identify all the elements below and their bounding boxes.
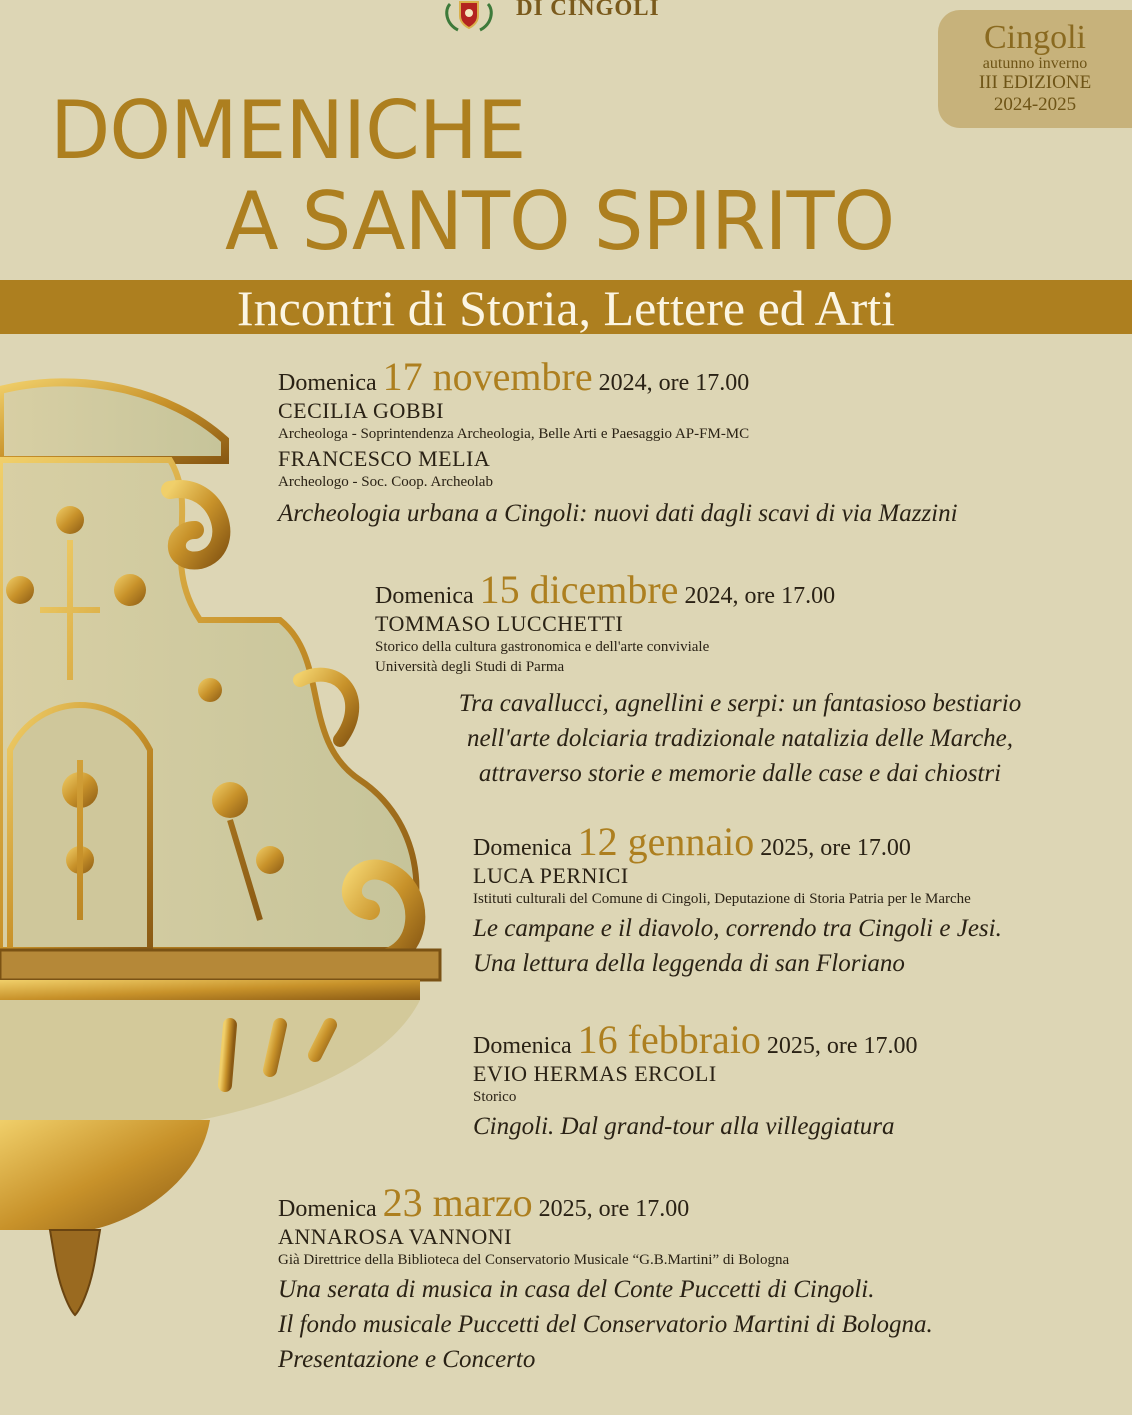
event-1 xyxy=(278,354,958,531)
talk-title-line: Presentazione e Concerto xyxy=(278,1346,536,1373)
speaker-affiliation: Archeologo - Soc. Coop. Archeolab xyxy=(278,474,493,490)
talk-title: Archeologia urbana a Cingoli: nuovi dati dagli scavi di via Mazzini xyxy=(278,500,958,527)
event-3 xyxy=(473,819,1002,981)
speaker-name: ANNAROSA VANNONI xyxy=(278,1224,512,1249)
event-dateline xyxy=(375,567,836,612)
speaker-affiliation: Archeologa - Soprintendenza Archeologia, Belle Arti e Paesaggio AP-FM-MC xyxy=(278,426,750,442)
speaker-affiliation: Storico della cultura gastronomica e dell'arte conviviale xyxy=(375,639,710,655)
speaker-affiliation: Storico xyxy=(473,1089,517,1105)
event-date: 16 febbraio xyxy=(577,1017,761,1062)
event-time: 2025, ore 17.00 xyxy=(766,1033,918,1059)
speaker-name: EVIO HERMAS ERCOLI xyxy=(473,1061,717,1086)
page-title-line-1: DOMENICHE xyxy=(50,84,526,177)
event-day: Domenica xyxy=(278,370,377,396)
event-dateline xyxy=(278,1180,933,1225)
speaker-name: FRANCESCO MELIA xyxy=(278,446,491,471)
badge-season: autunno inverno xyxy=(982,55,1088,72)
crest-icon xyxy=(440,0,498,32)
talk-title-line: Le campane e il diavolo, correndo tra Cingoli e Jesi. xyxy=(473,915,1002,942)
event-2 xyxy=(375,567,836,679)
badge-years: 2024-2025 xyxy=(993,94,1077,115)
event-date: 15 dicembre xyxy=(479,567,679,612)
event-day: Domenica xyxy=(473,835,572,861)
event-time: 2025, ore 17.00 xyxy=(760,835,911,861)
event-day: Domenica xyxy=(473,1033,572,1059)
speaker-affiliation: Già Direttrice della Biblioteca del Conservatorio Musicale “G.B.Martini” di Bologna xyxy=(278,1252,790,1268)
org-name: DI CINGOLI xyxy=(516,0,660,20)
event-time: 2024, ore 17.00 xyxy=(598,370,750,396)
speaker-name: CECILIA GOBBI xyxy=(278,398,444,423)
event-day: Domenica xyxy=(278,1196,377,1222)
event-4 xyxy=(473,1017,918,1144)
talk-title-line: Il fondo musicale Puccetti del Conservatorio Martini di Bologna. xyxy=(278,1311,933,1338)
header-logo xyxy=(440,0,660,32)
event-day: Domenica xyxy=(375,583,474,609)
event-time: 2025, ore 17.00 xyxy=(538,1196,690,1222)
edition-badge xyxy=(938,10,1132,128)
event-time: 2024, ore 17.00 xyxy=(684,583,836,609)
event-date: 17 novembre xyxy=(382,354,593,399)
talk-title-line: Una serata di musica in casa del Conte Puccetti di Cingoli. xyxy=(278,1276,875,1303)
event-5 xyxy=(278,1180,933,1377)
event-2-talk xyxy=(400,686,1080,791)
event-date: 23 marzo xyxy=(382,1180,533,1225)
page-title-line-2: A SANTO SPIRITO xyxy=(225,175,895,268)
talk-title: Cingoli. Dal grand-tour alla villeggiatura xyxy=(473,1113,895,1140)
event-dateline xyxy=(473,1017,918,1062)
speaker-affiliation: Università degli Studi di Parma xyxy=(375,659,565,675)
talk-title-line: Tra cavallucci, agnellini e serpi: un fantasioso bestiario xyxy=(458,690,1022,717)
talk-title-line: nell'arte dolciaria tradizionale natalizia delle Marche, xyxy=(466,725,1014,752)
talk-title-line: attraverso storie e memorie dalle case e dai chiostri xyxy=(478,760,1002,787)
talk-title-line: Una lettura della leggenda di san Floriano xyxy=(473,950,905,977)
event-date: 12 gennaio xyxy=(577,819,755,864)
speaker-affiliation: Istituti culturali del Comune di Cingoli, Deputazione di Storia Patria per le Marche xyxy=(473,891,971,907)
subtitle: Incontri di Storia, Lettere ed Arti xyxy=(236,280,896,336)
speaker-name: TOMMASO LUCCHETTI xyxy=(375,611,624,636)
event-dateline xyxy=(473,819,1002,864)
event-dateline xyxy=(278,354,958,399)
speaker-name: LUCA PERNICI xyxy=(473,863,629,888)
badge-edition: III EDIZIONE xyxy=(978,72,1092,93)
badge-city: Cingoli xyxy=(983,19,1087,56)
